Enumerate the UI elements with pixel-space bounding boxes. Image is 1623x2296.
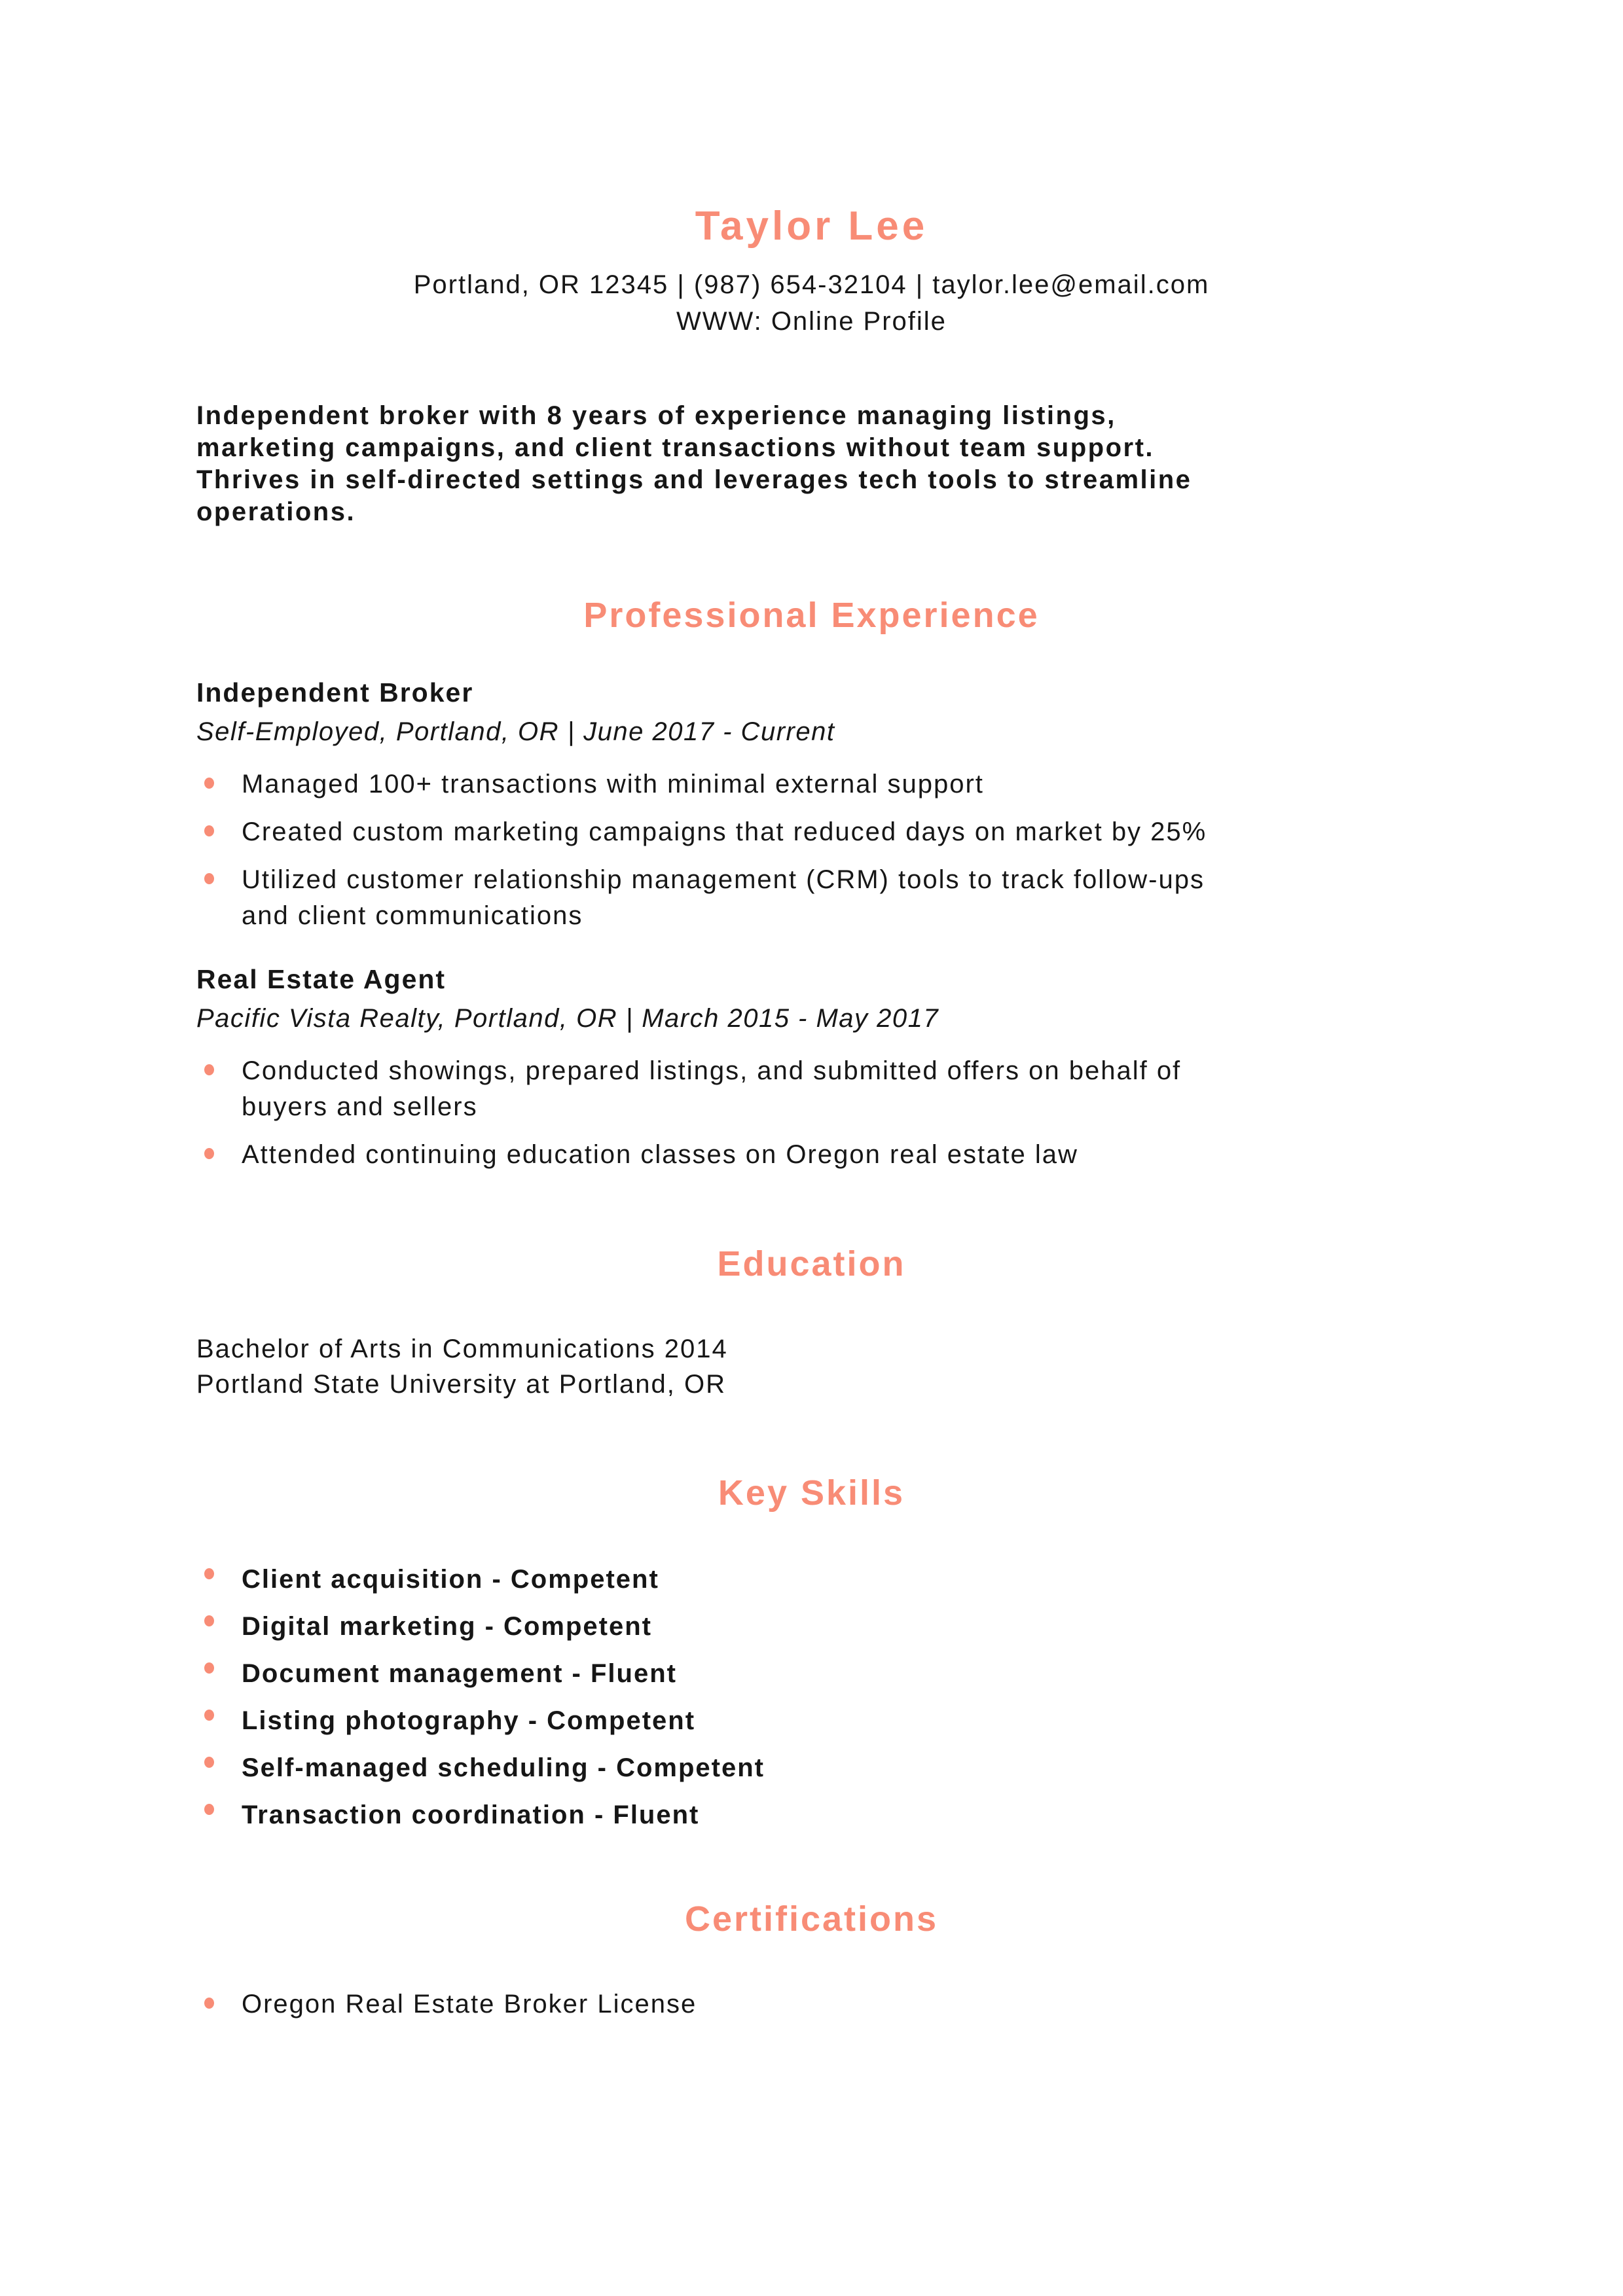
bullet-icon (204, 1804, 214, 1815)
bullet-icon (204, 825, 214, 836)
skill-item (196, 1750, 1427, 1786)
bullet-text: Utilized customer relationship management (CRM) tools to track follow-ups and client communications (242, 865, 1205, 930)
job-entry-independent-broker (196, 677, 1427, 934)
bullet-text: Managed 100+ transactions with minimal external support (242, 770, 984, 798)
skill-text: Digital marketing - Competent (242, 1612, 652, 1641)
degree-line: Bachelor of Arts in Communications 2014 (196, 1335, 728, 1363)
skill-text: Client acquisition - Competent (242, 1565, 659, 1594)
skill-text: Transaction coordination - Fluent (242, 1801, 700, 1829)
bullet-text: Conducted showings, prepared listings, and submitted offers on behalf of buyers and sellers (242, 1056, 1182, 1121)
bullet-icon (204, 1662, 214, 1674)
skill-item (196, 1797, 1427, 1833)
section-experience (196, 595, 1427, 1173)
certification-item (196, 1986, 1427, 2022)
bullet-icon (204, 1710, 214, 1721)
certifications-heading: Certifications (684, 1899, 939, 1939)
bullet-icon (204, 1757, 214, 1768)
experience-heading: Professional Experience (583, 596, 1040, 635)
summary-paragraph: Independent broker with 8 years of experience managing listings, marketing campaigns, and client transactions without team support. Thrives in self-directed settings and leverages tech tools to streamline operations. (196, 401, 1192, 526)
skill-item (196, 1656, 1427, 1692)
bullet-icon (204, 1064, 214, 1075)
job-bullet-list (196, 1053, 1427, 1173)
bullet-icon (204, 1568, 214, 1579)
bullet-text: Attended continuing education classes on Oregon real estate law (242, 1140, 1078, 1169)
section-certifications (196, 1899, 1427, 2022)
bullet-icon (204, 1998, 214, 2009)
bullet-icon (204, 778, 214, 789)
job-bullet-list (196, 766, 1427, 934)
website-line: WWW: Online Profile (676, 307, 947, 336)
bullet-icon (204, 1615, 214, 1626)
job-title: Independent Broker (196, 677, 474, 708)
candidate-name: Taylor Lee (695, 204, 928, 249)
education-details (196, 1331, 1427, 1402)
skill-item (196, 1562, 1427, 1598)
skill-item (196, 1609, 1427, 1645)
contact-line: Portland, OR 12345 | (987) 654-32104 | taylor.lee@email.com (413, 270, 1210, 299)
bullet-icon (204, 1148, 214, 1159)
job-meta: Self-Employed, Portland, OR | June 2017 - Current (196, 717, 835, 746)
certification-text: Oregon Real Estate Broker License (242, 1990, 697, 2018)
bullet-item (196, 814, 1427, 850)
bullet-icon (204, 873, 214, 884)
skill-text: Listing photography - Competent (242, 1706, 696, 1735)
school-line: Portland State University at Portland, OR (196, 1370, 726, 1399)
job-title: Real Estate Agent (196, 964, 447, 994)
contact-block (196, 266, 1427, 340)
bullet-item (196, 1137, 1427, 1173)
skills-list (196, 1562, 1427, 1833)
skill-text: Self-managed scheduling - Competent (242, 1753, 765, 1782)
skills-heading: Key Skills (718, 1473, 905, 1513)
bullet-item (196, 862, 1427, 934)
job-entry-real-estate-agent (196, 964, 1427, 1173)
skill-text: Document management - Fluent (242, 1659, 677, 1688)
job-meta: Pacific Vista Realty, Portland, OR | March 2015 - May 2017 (196, 1004, 939, 1033)
certifications-list (196, 1986, 1427, 2022)
bullet-item (196, 1053, 1427, 1125)
bullet-text: Created custom marketing campaigns that reduced days on market by 25% (242, 817, 1207, 846)
section-key-skills (196, 1473, 1427, 1833)
bullet-item (196, 766, 1427, 802)
resume-header (196, 203, 1427, 340)
skill-item (196, 1703, 1427, 1739)
education-heading: Education (717, 1244, 906, 1283)
section-education (196, 1244, 1427, 1402)
